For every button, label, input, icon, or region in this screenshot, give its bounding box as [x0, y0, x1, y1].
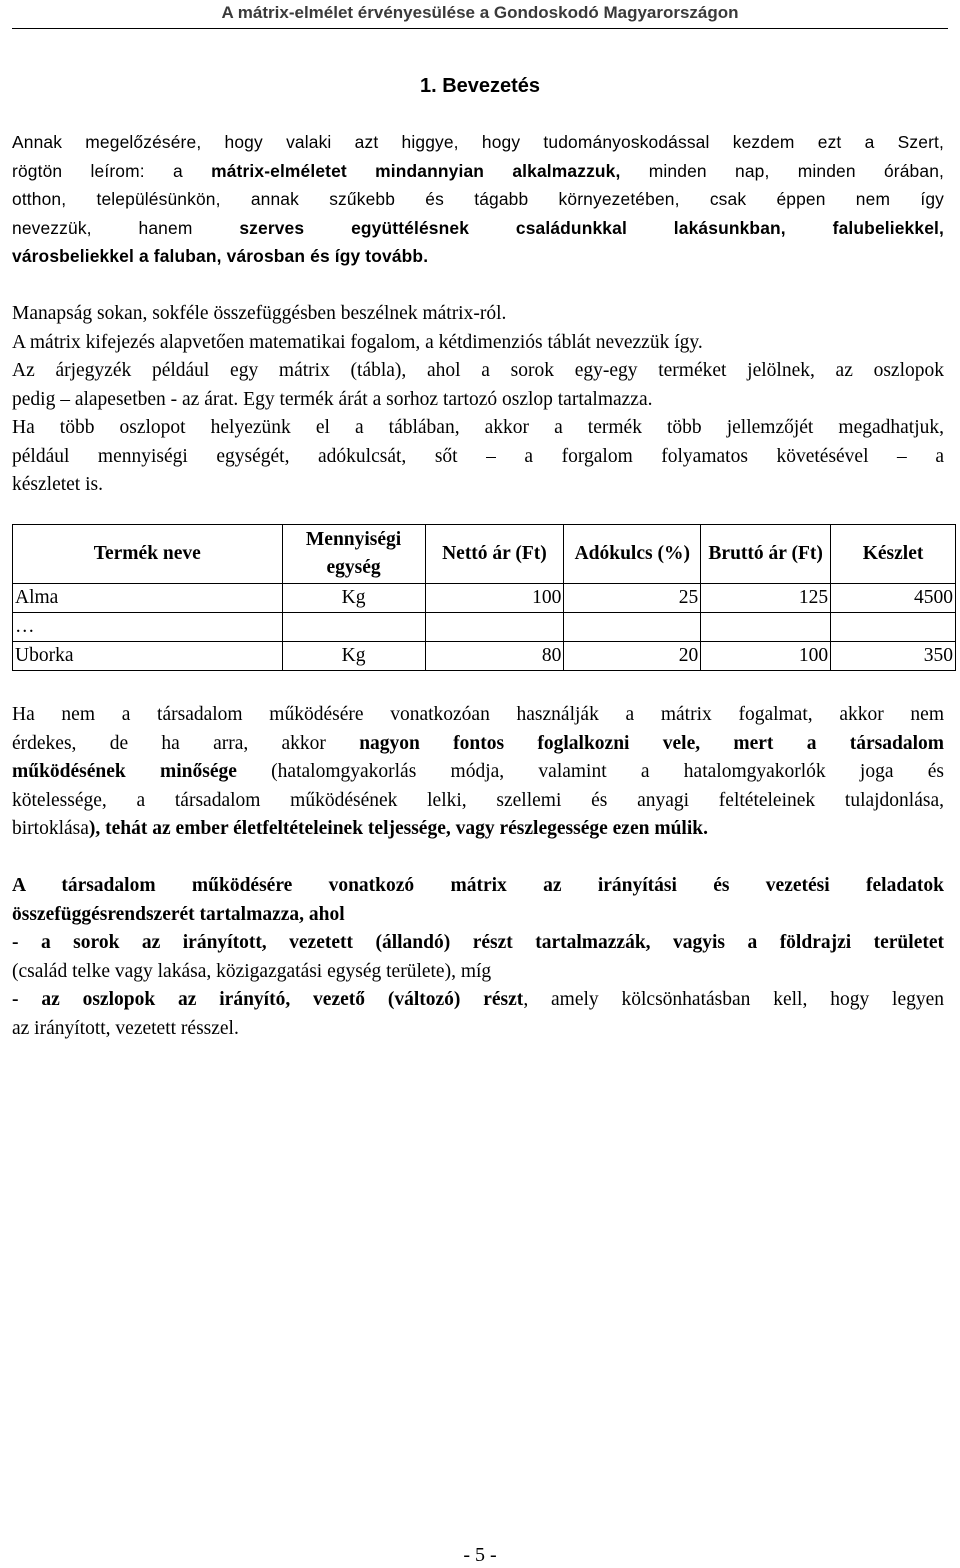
table-row	[13, 642, 956, 671]
matrix-line-6: például mennyiségi egységét, adókulcsát, sőt – a forgalom folyamatos követésével – a	[12, 445, 944, 467]
table-cell: 125	[701, 584, 831, 613]
table-row	[13, 584, 956, 613]
intro-line-4: nevezzük, hanem szerves együttélésnek családunkkal lakásunkban, falubeliekkel,	[12, 217, 944, 238]
column-header: Adókulcs (%)	[564, 525, 701, 584]
matrix-line-2: A mátrix kifejezés alapvetően matematikai fogalom, a kétdimenziós táblát nevezzük így.	[12, 331, 703, 353]
column-header: Készlet	[831, 525, 956, 584]
table-cell: Alma	[13, 584, 283, 613]
table-cell: 25	[564, 584, 701, 613]
section-heading: 1. Bevezetés	[419, 75, 541, 97]
matrix-line-5: Ha több oszlopot helyezünk el a táblában, akkor a termék több jellemzőjét megadhatjuk,	[12, 417, 944, 438]
intro-line-3: otthon, településünkön, annak szűkebb és tágabb környezetében, csak éppen nem így	[12, 189, 944, 209]
intro-emphasis-1: mátrix-elméletet mindannyian alkalmazzuk,	[211, 160, 621, 181]
table-cell: Kg	[282, 642, 425, 671]
table-cell	[701, 613, 831, 642]
governance-line-6: az irányított, vezetett résszel.	[12, 1017, 239, 1039]
governance-line-2: összefüggésrendszerét tartalmazza, ahol	[12, 903, 345, 925]
header-divider	[12, 28, 948, 29]
matrix-line-1: Manapság sokan, sokféle összefüggésben beszélnek mátrix-ról.	[12, 303, 507, 324]
society-emphasis-3: ), tehát az ember életfeltételeinek teljessége, vagy részlegessége ezen múlik.	[88, 818, 708, 839]
governance-line-3: - a sorok az irányított, vezetett (állandó) részt tartalmazzák, vagyis a földrajzi területet	[12, 932, 944, 953]
table-cell: 100	[701, 642, 831, 671]
table-cell: 80	[425, 642, 564, 671]
running-header: A mátrix-elmélet érvényesülése a Gondoskodó Magyarországon	[221, 3, 739, 22]
column-header: Nettó ár (Ft)	[425, 525, 564, 584]
intro-line-1: Annak megelőzésére, hogy valaki azt higgye, hogy tudományoskodással kezdem ezt a Szert,	[12, 132, 944, 152]
matrix-paragraph	[12, 300, 944, 500]
table-cell	[564, 613, 701, 642]
governance-line-4: (család telke vagy lakása, közigazgatási egység területe), míg	[12, 960, 492, 982]
society-line-1: Ha nem a társadalom működésére vonatkozóan használják a mátrix fogalmat, akkor nem	[12, 704, 944, 725]
governance-paragraph	[12, 872, 944, 1043]
matrix-line-4: pedig – alapesetben - az árat. Egy termék árát a sorhoz tartozó oszlop tartalmazza.	[12, 388, 653, 410]
intro-line-2: rögtön leírom: a mátrix-elméletet mindannyian alkalmazzuk, minden nap, minden órában,	[12, 160, 944, 181]
intro-paragraph	[12, 128, 944, 271]
table-cell: 350	[831, 642, 956, 671]
intro-line-5: városbeliekkel a faluban, városban és így tovább.	[12, 246, 429, 266]
society-line-5: birtoklása), tehát az ember életfeltételeinek teljessége, vagy részlegessége ezen múlik.	[12, 818, 708, 839]
society-emphasis-1: nagyon fontos foglalkozni vele, mert a társadalom	[359, 732, 944, 754]
governance-emphasis: - az oszlopok az irányító, vezető (változó) részt	[12, 989, 524, 1010]
matrix-line-3: Az árjegyzék például egy mátrix (tábla), ahol a sorok egy-egy terméket jelölnek, az oszlopok	[12, 360, 944, 381]
society-line-2: érdekes, de ha arra, akkor nagyon fontos foglalkozni vele, mert a társadalom	[12, 732, 944, 754]
table-cell: 4500	[831, 584, 956, 613]
table-cell: Uborka	[13, 642, 283, 671]
table-row	[13, 613, 956, 642]
table-cell: Kg	[282, 584, 425, 613]
table-cell	[282, 613, 425, 642]
column-header: Mennyiségi egység	[282, 525, 425, 584]
governance-line-1: A társadalom működésére vonatkozó mátrix az irányítási és vezetési feladatok	[12, 875, 944, 896]
table-cell	[831, 613, 956, 642]
table-cell: 100	[425, 584, 564, 613]
society-emphasis-2: működésének minősége	[12, 761, 237, 782]
table-cell: 20	[564, 642, 701, 671]
society-line-3: működésének minősége (hatalomgyakorlás módja, valamint a hatalomgyakorlók joga és	[12, 761, 944, 782]
price-list-table	[12, 524, 956, 671]
table-cell	[425, 613, 564, 642]
matrix-line-7: készletet is.	[12, 474, 103, 495]
table-cell: …	[13, 613, 283, 642]
governance-line-5: - az oszlopok az irányító, vezető (változó) részt, amely kölcsönhatásban kell, hogy legyen	[12, 989, 945, 1010]
society-line-4: kötelessége, a társadalom működésének lelki, szellemi és anyagi feltételeinek tulajdonlása,	[12, 789, 944, 811]
column-header: Bruttó ár (Ft)	[701, 525, 831, 584]
page-number: - 5 -	[463, 1544, 497, 1566]
table-header-row	[13, 525, 956, 584]
society-paragraph	[12, 701, 944, 844]
intro-emphasis-2: szerves együttélésnek családunkkal lakásunkban, falubeliekkel,	[239, 217, 944, 238]
column-header: Termék neve	[13, 525, 283, 584]
